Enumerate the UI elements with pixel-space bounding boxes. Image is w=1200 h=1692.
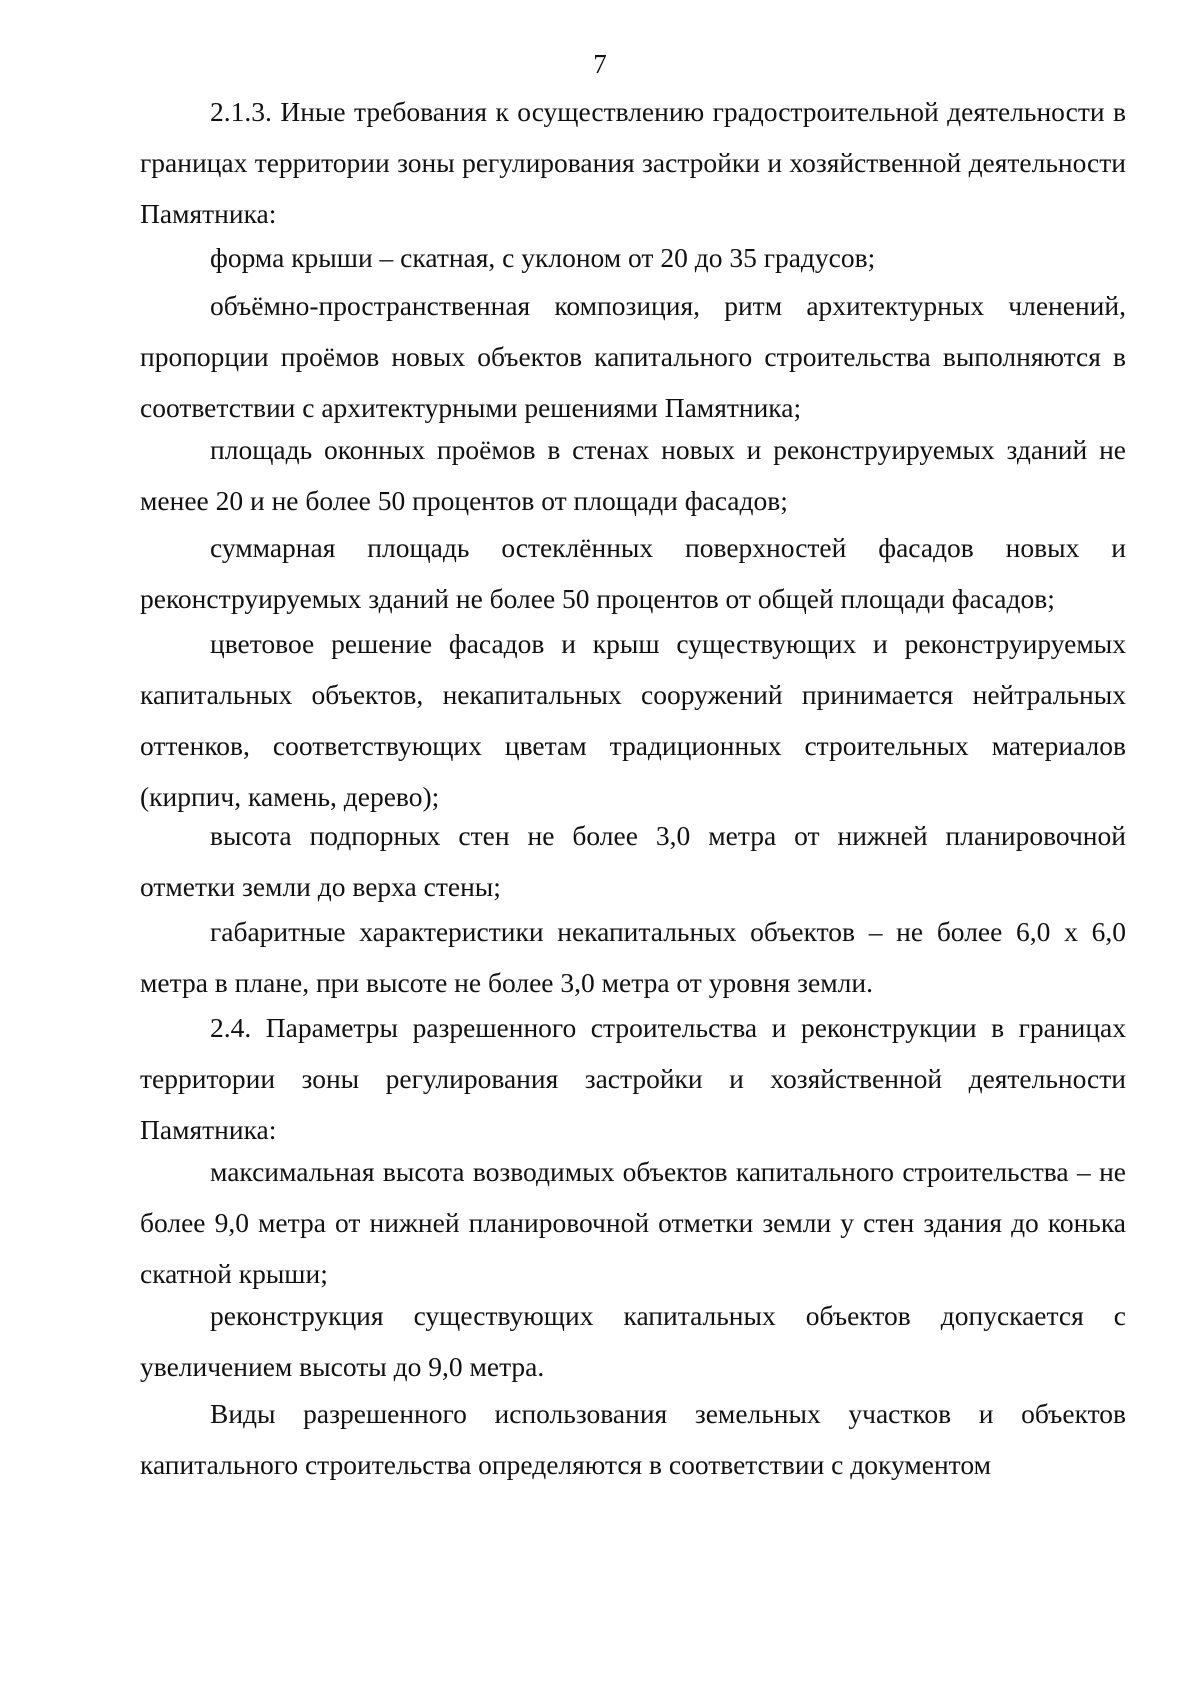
paragraph-retaining-walls: высота подпорных стен не более 3,0 метра от нижней планировочной отметки земли до верха стены; <box>140 820 1126 902</box>
paragraph-2-1-3: 2.1.3. Иные требования к осуществлению градостроительной деятельности в границах территории зоны регулирования застройки и хозяйственной деятельности Памятника: <box>140 96 1126 229</box>
paragraph-2-4: 2.4. Параметры разрешенного строительства и реконструкции в границах территории зоны регулирования застройки и хозяйственной деятельности Памятника: <box>140 1012 1126 1145</box>
paragraph-permitted-use: Виды разрешенного использования земельных участков и объектов капитального строительства определяются в соответствии с документом <box>140 1398 1126 1480</box>
paragraph-color-scheme: цветовое решение фасадов и крыш существующих и реконструируемых капитальных объектов, некапитальных сооружений принимается нейтральных оттенков, соответствующих цветам традиционных строительных материалов (кирпич, камень, дерево); <box>140 628 1126 812</box>
paragraph-reconstruction: реконструкция существующих капитальных объектов допускается с увеличением высоты до 9,0 метра. <box>140 1300 1126 1382</box>
paragraph-max-height: максимальная высота возводимых объектов капитального строительства – не более 9,0 метра от нижней планировочной отметки земли у стен здания до конька скатной крыши; <box>140 1156 1126 1289</box>
page-number: 7 <box>593 49 607 79</box>
paragraph-temporary-objects: габаритные характеристики некапитальных объектов – не более 6,0 х 6,0 метра в плане, при высоте не более 3,0 метра от уровня земли. <box>140 916 1126 998</box>
paragraph-roof-shape: форма крыши – скатная, с уклоном от 20 до 35 градусов; <box>210 242 876 273</box>
paragraph-window-area: площадь оконных проёмов в стенах новых и реконструируемых зданий не менее 20 и не более 50 процентов от площади фасадов; <box>140 434 1126 516</box>
paragraph-composition: объёмно-пространственная композиция, ритм архитектурных членений, пропорции проёмов новых объектов капитального строительства выполняются в соответствии с архитектурными решениями Памятника; <box>140 290 1126 423</box>
paragraph-glazing-area: суммарная площадь остеклённых поверхностей фасадов новых и реконструируемых зданий не более 50 процентов от общей площади фасадов; <box>140 532 1126 614</box>
